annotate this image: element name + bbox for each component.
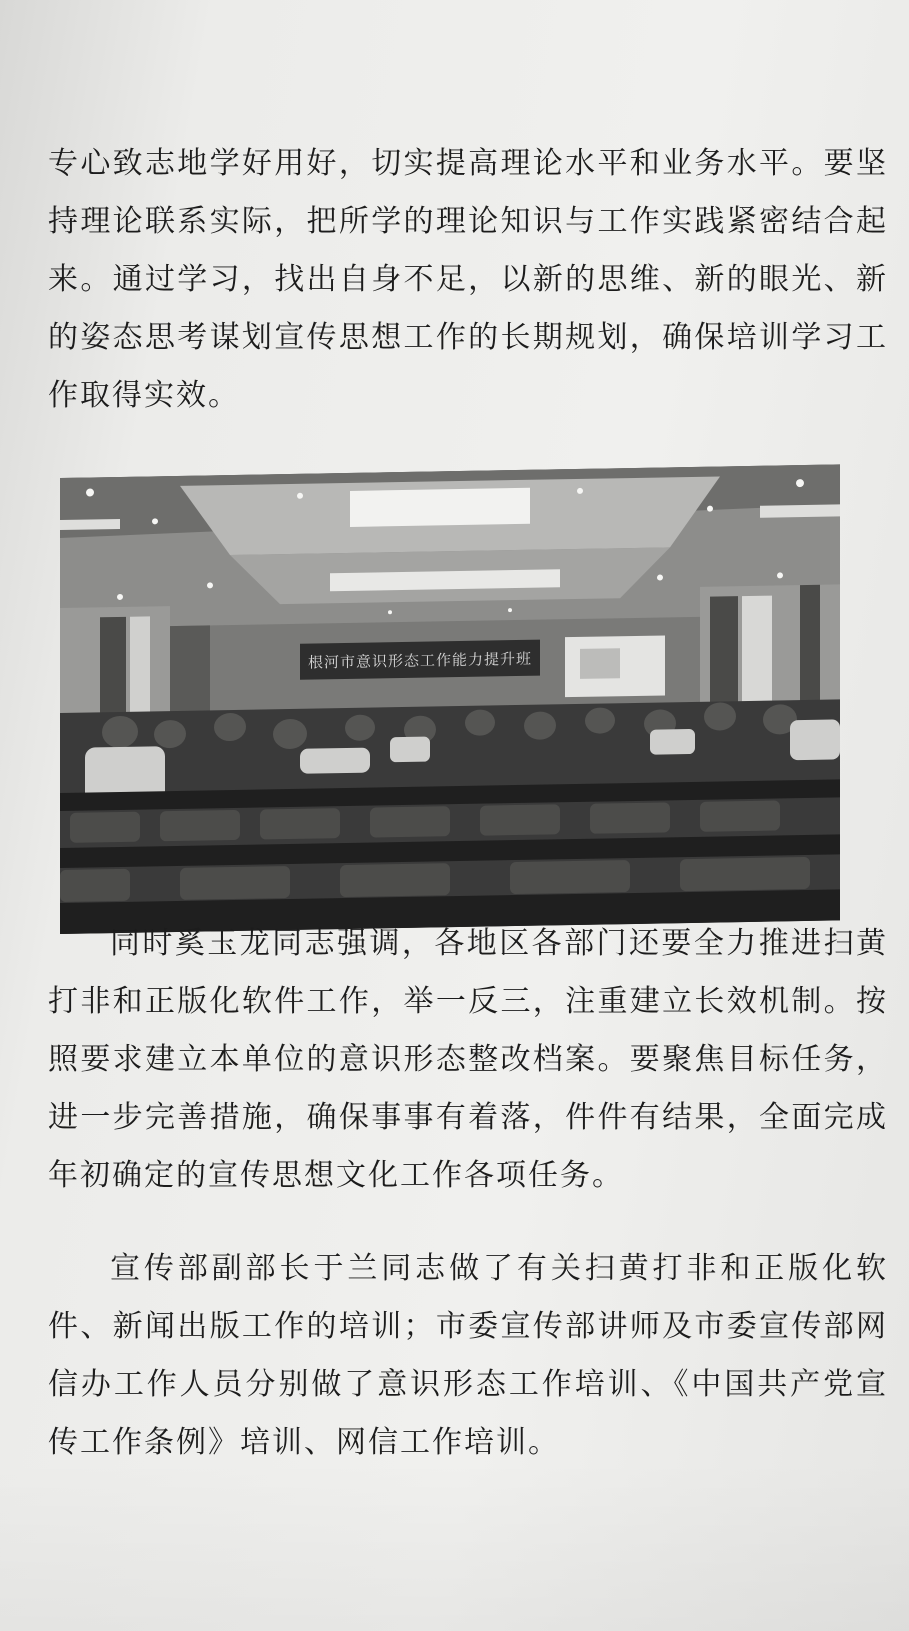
paragraph-1: 专心致志地学好用好，切实提高理论水平和业务水平。要坚持理论联系实际，把所学的理论知识与工作实践紧密结合起来。通过学习，找出自身不足，以新的思维、新的眼光、新的姿态思考谋划宣传思想工作的长期规划，确保培训学习工作取得实效。 <box>48 146 888 413</box>
paragraph-3: 宣传部副部长于兰同志做了有关扫黄打非和正版化软件、新闻出版工作的培训；市委宣传部讲师及市委宣传部网信办工作人员分别做了意识形态工作培训、《中国共产党宣传工作条例》培训、网信工作培训。 <box>48 1251 888 1460</box>
conference-photo <box>60 464 840 934</box>
page-shadow <box>0 1460 909 1631</box>
paragraph-2: 同时奚玉龙同志强调，各地区各部门还要全力推进扫黄打非和正版化软件工作，举一反三，注重建立长效机制。按照要求建立本单位的意识形态整改档案。要聚焦目标任务，进一步完善措施，确保事事有着落，件件有结果，全面完成年初确定的宣传思想文化工作各项任务。 <box>48 926 888 1193</box>
banner-text: 根河市意识形态工作能力提升班 <box>308 649 532 672</box>
